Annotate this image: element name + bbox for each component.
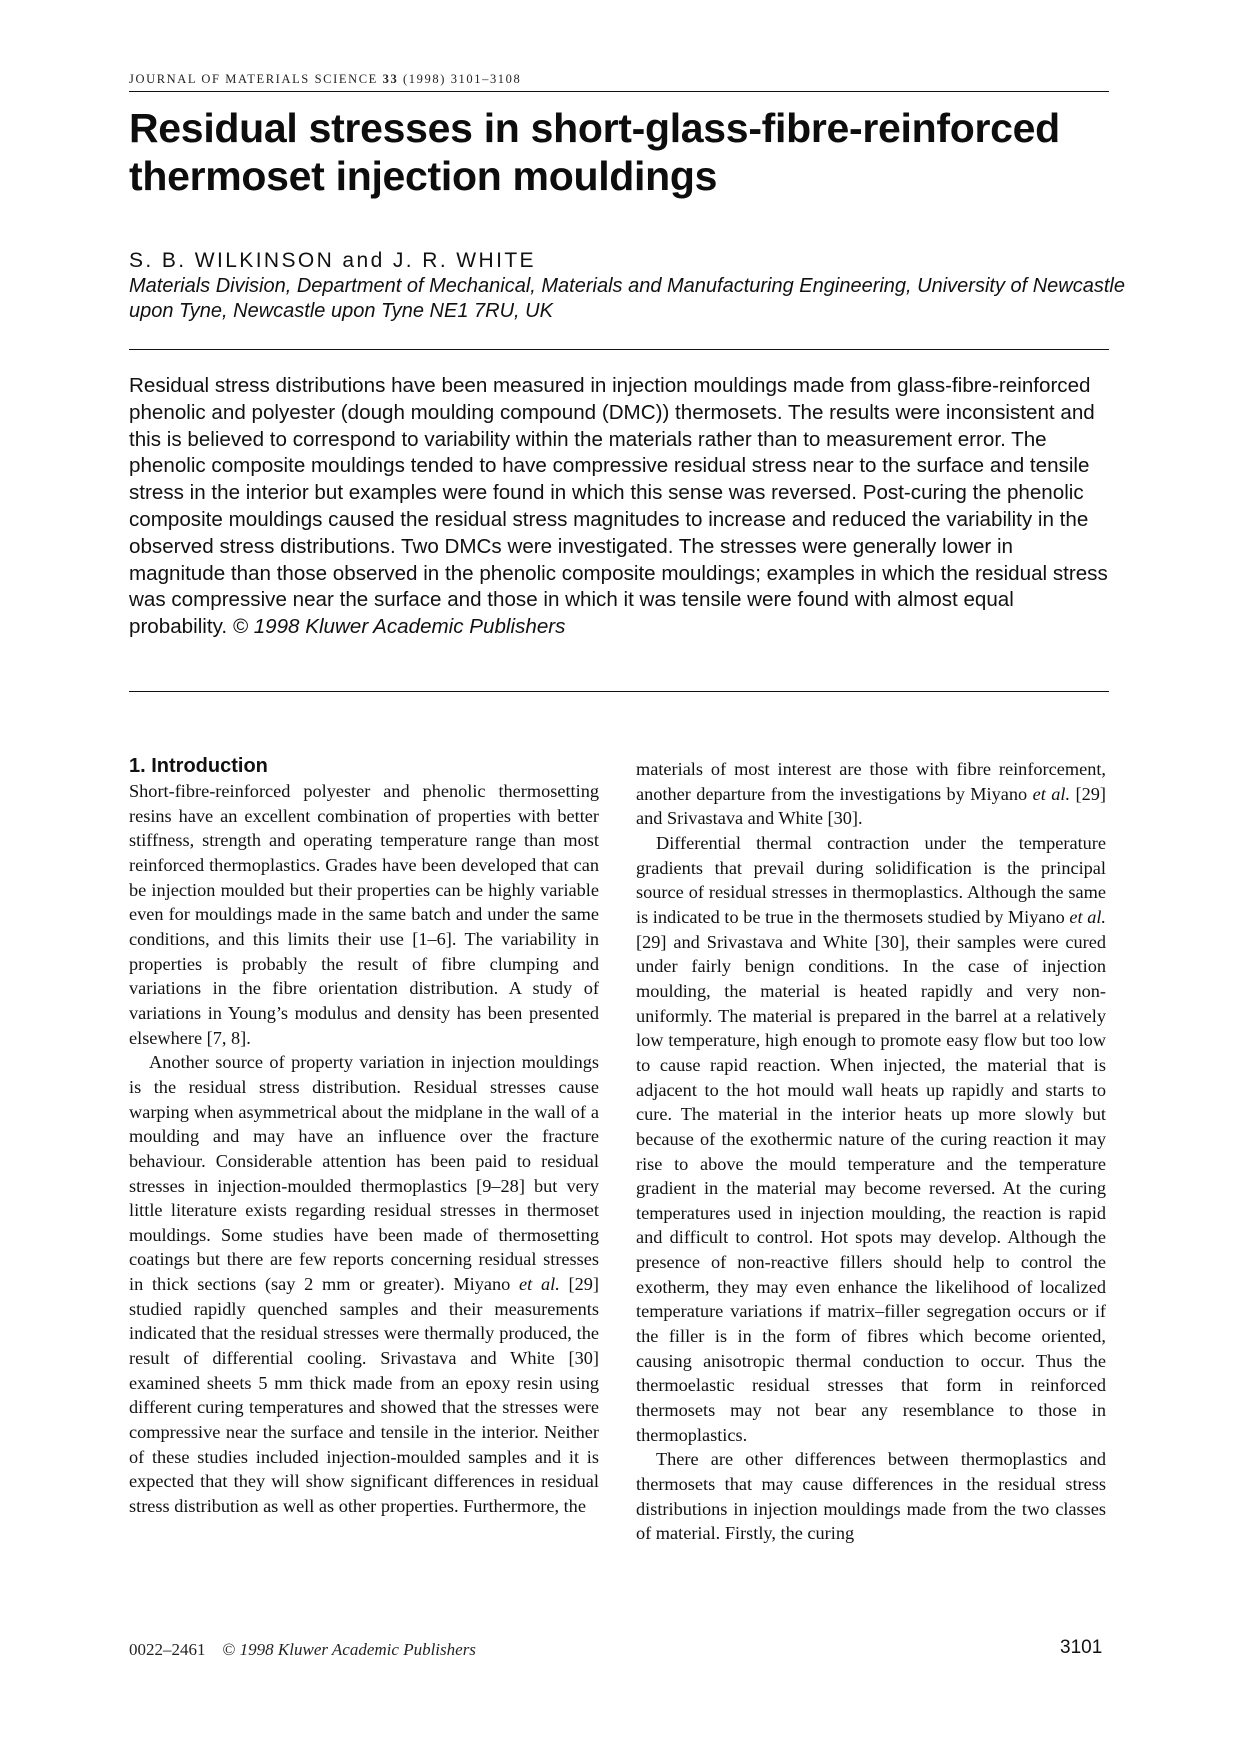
author-affiliation: Materials Division, Department of Mechanical, Materials and Manufacturing Engineering, University of Newcastle upon Tyne, Newcastle upon Tyne NE1 7RU, UK <box>129 275 1125 322</box>
text-run: [29] studied rapidly quenched samples and their measurements indicated that the residual stresses were thermally produced, the result of differential cooling. Srivastava and White [30] examined sheets 5 mm thick made from an epoxy resin using different curing temperatures and showed that the stresses were compressive near the surface and tensile in the interior. Neither of these studies included injection-moulded samples and it is expected that they will show significant differences in residual stress distribution as well as other properties. Furthermore, the <box>129 1274 599 1517</box>
right-column <box>636 757 1106 1546</box>
paragraph <box>636 831 1106 1447</box>
journal-year-pages: (1998) 3101–3108 <box>403 72 522 86</box>
text-run: [29] and Srivastava and White [30]. <box>636 783 1107 829</box>
paper-title: Residual stresses in short-glass-fibre-reinforced thermoset injection mouldings <box>129 105 1060 199</box>
journal-volume: 33 <box>382 72 399 86</box>
section-heading: 1. Introduction <box>129 755 268 777</box>
text-run-italic: et al. <box>1069 906 1106 927</box>
page-footer <box>129 1640 476 1660</box>
text-run: [29] and Srivastava and White [30], their samples were cured under fairly benign conditions. In the case of injection moulding, the material is heated rapidly and very non-uniformly. The material is prepared in the barrel at a relatively low temperature, high enough to promote easy flow but too low to cause rapid reaction. When injected, the material that is adjacent to the hot mould wall heats up rapidly and starts to cure. The material in the interior heats up more slowly but because of the exothermic nature of the curing reaction it may rise to above the mould temperature and the temperature gradient in the material may become reversed. At the curing temperatures used in injection moulding, the reaction is rapid and difficult to control. Hot spots may develop. Although the presence of non-reactive fillers should help to control the exotherm, they may even enhance the likelihood of localized temperature variations if matrix–filler segregation occurs or if the filler is in the form of fibres which become oriented, causing anisotropic thermal conduction to occur. Thus the thermoelastic residual stresses that form in reinforced thermosets may not bear any resemblance to those in thermoplastics. <box>636 931 1106 1445</box>
author-list: S. B. WILKINSON and J. R. WHITE <box>129 249 536 272</box>
text-run-italic: et al. <box>1032 783 1071 804</box>
page-number: 3101 <box>1060 1637 1103 1658</box>
abstract-bottom-divider <box>129 691 1109 692</box>
running-header <box>129 72 1109 87</box>
journal-name: JOURNAL OF MATERIALS SCIENCE <box>129 72 378 86</box>
paragraph <box>129 1050 599 1518</box>
left-column <box>129 754 599 1519</box>
abstract-text: Residual stress distributions have been measured in injection mouldings made from glass-fibre-reinforced phenolic and polyester (dough moulding compound (DMC)) thermosets. The results were inconsistent and this is believed to correspond to variability within the materials rather than to measurement error. The phenolic composite mouldings tended to have compressive residual stress near to the surface and tensile stress in the interior but examples were found in which this sense was reversed. Post-curing the phenolic composite mouldings caused the residual stress magnitudes to increase and reduced the variability in the observed stress distributions. Two DMCs were investigated. The stresses were generally lower in magnitude than those observed in the phenolic composite mouldings; examples in which the residual stress was compressive near the surface and those in which it was tensile were found with almost equal probability. <box>129 374 1108 639</box>
paragraph: Short-fibre-reinforced polyester and phenolic thermosetting resins have an excellent combination of properties with better stiffness, strength and operating temperature range than most reinforced thermoplastics. Grades have been developed that can be injection moulded but their properties can be highly variable even for mouldings made in the same batch and under the same conditions, and this limits their use [1–6]. The variability in properties is probably the result of fibre clumping and variations in the fibre orientation distribution. A study of variations in Young’s modulus and density has been presented elsewhere [7, 8]. <box>129 781 599 1048</box>
paragraph <box>636 757 1106 831</box>
text-run: Another source of property variation in injection mouldings is the residual stress distribution. Residual stresses cause warping when asymmetrical about the midplane in the wall of a moulding and may have an influence over the fracture behaviour. Considerable attention has been paid to residual stresses in injection-moulded thermoplastics [9–28] but very little literature exists regarding residual stresses in thermoset mouldings. Some studies have been made of thermosetting coatings but there are few reports concerning residual stresses in thick sections (say 2 mm or greater). Miyano <box>129 1052 599 1295</box>
text-run-italic: et al. <box>519 1274 560 1295</box>
issn: 0022–2461 <box>129 1640 206 1659</box>
text-run: materials of most interest are those with fibre reinforcement, another departure from the investigations by Miyano <box>636 759 1106 804</box>
paragraph: There are other differences between thermoplastics and thermosets that may cause differences in the residual stress distributions in injection mouldings made from the two classes of material. Firstly, the curing <box>636 1449 1106 1544</box>
abstract-top-divider <box>129 349 1109 350</box>
text-run: Differential thermal contraction under the temperature gradients that prevail during solidification is the principal source of residual stresses in thermoplastics. Although the same is indicated to be true in the thermosets studied by Miyano <box>636 832 1106 927</box>
header-divider <box>129 91 1109 92</box>
footer-publisher: 1998 Kluwer Academic Publishers <box>239 1640 476 1659</box>
abstract <box>129 373 1111 641</box>
copyright-symbol: © <box>222 1640 236 1659</box>
abstract-copyright: © 1998 Kluwer Academic Publishers <box>232 615 566 639</box>
